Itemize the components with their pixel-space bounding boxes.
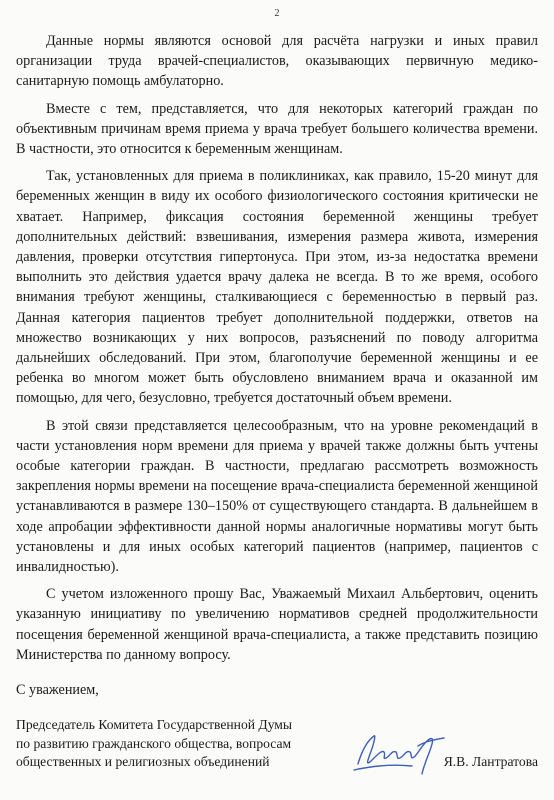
letter-body: [16, 31, 538, 665]
signer-title-line-2: по развитию гражданского общества, вопросам: [16, 735, 292, 751]
handwritten-signature: [352, 720, 452, 780]
signer-title-line-1: Председатель Комитета Государственной Думы: [16, 717, 293, 732]
paragraph-pregnant-women: Так, установленных для приема в поликлиниках, как правило, 15-20 минут для беременных женщин в виду их особого физиологического состояния критически не хватает. Например, фиксация состояния беременной женщины требует дополнительных действий: взвешивания, измерения размера живота, измерения давления, проверки отсутствия гипертонуса. При этом, из-за недостатка времени выполнить это действия удается врачу далека не всегда. В то же время, особого внимания требуют женщины, сталкивающиеся с беременностью в первый раз. Данная категория пациентов требует дополнительной поддержки, ответов на множество возникающих у них вопросов, разъяснений по поводу алгоритма дальнейших обследований. При этом, благополучие беременной женщины и ее ребенка во многом может быть обусловлено вниманием врача и оказанной им помощью, для чего, безусловно, требуется достаточный объем времени.: [16, 168, 538, 407]
paragraph-recommendation: В этой связи представляется целесообразным, что на уровне рекомендаций в части установления норм времени для приема у врачей также должны быть учтены особые категории граждан. В частности, предлагаю рассмотреть возможность закрепления нормы времени на посещение врача-специалиста беременной женщиной устанавливаются в размере 130–150% от существующего стандарта. В дальнейшем в ходе апробации эффективности данной нормы аналогичные нормативы могут быть установлены и для иных особых категорий пациентов (например, пациентов с инвалидностью).: [16, 417, 538, 576]
signer-title-line-3-wrapper: [16, 753, 538, 772]
paragraph-categories: Вместе с тем, представляется, что для некоторых категорий граждан по объективным причинам время приема у врача требует большего количества времени. В частности, это относится к беременным женщинам.: [16, 100, 538, 158]
page-number: 2: [274, 8, 280, 19]
closing-salutation: С уважением,: [16, 682, 99, 698]
signer-name: Я.В. Лантратова: [443, 754, 538, 769]
signer-title-line-3: общественных и религиозных объединений: [16, 754, 270, 769]
paragraph-norms-basis: Данные нормы являются основой для расчёта нагрузки и иных правил организации труда врачей-специалистов, оказывающих первичную медико-санитарную помощь амбулаторно.: [16, 33, 538, 90]
signature-block: [16, 716, 538, 772]
paragraph-request: С учетом изложенного прошу Вас, Уважаемый Михаил Альбертович, оценить указанную инициативу по увеличению нормативов средней продолжительности посещения беременной женщиной врача-специалиста, а также представить позицию Министерства по данному вопросу.: [16, 586, 538, 663]
